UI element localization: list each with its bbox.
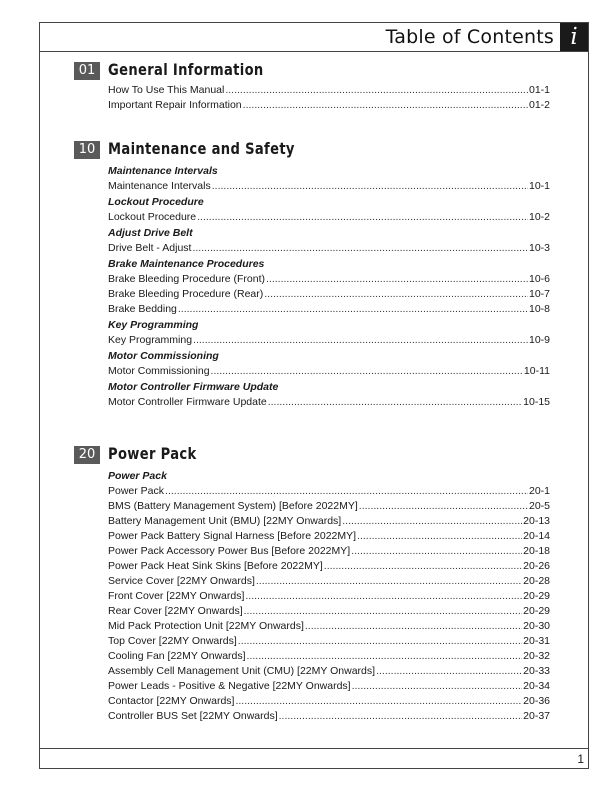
toc-entry-list (108, 164, 550, 410)
toc-entry-page: 20-29 (523, 590, 550, 602)
toc-entry-title: Maintenance Intervals (108, 180, 211, 192)
dot-leader (376, 664, 522, 679)
toc-entry[interactable] (108, 241, 550, 256)
toc-entry-title: Cooling Fan [22MY Onwards] (108, 650, 246, 662)
toc-entry-page: 20-36 (523, 695, 550, 707)
dot-leader (247, 649, 523, 664)
toc-entry-title: Brake Bleeding Procedure (Rear) (108, 288, 264, 300)
toc-entry[interactable] (108, 604, 550, 619)
toc-entry-page: 01-1 (528, 84, 550, 96)
toc-entry-page: 20-18 (523, 545, 550, 557)
toc-entry-page: 10-15 (523, 396, 550, 408)
subsection-heading: Adjust Drive Belt (108, 227, 193, 239)
toc-entry-title: Motor Commissioning (108, 365, 210, 377)
toc-entry-page: 20-29 (523, 605, 550, 617)
section-general-information (74, 60, 550, 113)
section-title: Maintenance and Safety (108, 139, 295, 158)
toc-entry-title: Power Pack Battery Signal Harness [Before 2022MY] (108, 530, 357, 542)
toc-entry-title: Important Repair Information (108, 99, 242, 111)
toc-entry-title: Rear Cover [22MY Onwards] (108, 605, 243, 617)
toc-entry[interactable] (108, 287, 550, 302)
info-icon: i (560, 23, 588, 51)
toc-entry[interactable] (108, 83, 550, 98)
dot-leader (245, 589, 522, 604)
section-power-pack (74, 444, 550, 724)
toc-entry[interactable] (108, 333, 550, 348)
toc-entry-page: 20-26 (523, 560, 550, 572)
subsection-heading: Motor Commissioning (108, 350, 219, 362)
toc-entry-list (108, 83, 550, 113)
page-frame (39, 22, 589, 769)
page-title: Table of Contents (385, 26, 554, 48)
toc-entry-title: Power Pack Heat Sink Skins [Before 2022MY] (108, 560, 323, 572)
toc-entry[interactable] (108, 484, 550, 499)
section-header (74, 139, 550, 163)
toc-entry-title: Power Pack Accessory Power Bus [Before 2022MY] (108, 545, 351, 557)
toc-entry-page: 10-6 (528, 273, 550, 285)
toc-entry[interactable] (108, 664, 550, 679)
toc-entry[interactable] (108, 529, 550, 544)
section-number-badge: 20 (74, 446, 100, 464)
toc-entry[interactable] (108, 499, 550, 514)
dot-leader (359, 499, 528, 514)
toc-entry[interactable] (108, 544, 550, 559)
toc-entry-title: Battery Management Unit (BMU) [22MY Onwards] (108, 515, 342, 527)
toc-entry[interactable] (108, 302, 550, 317)
toc-entry-title: Brake Bedding (108, 303, 177, 315)
section-header (74, 444, 550, 468)
toc-entry-page: 20-28 (523, 575, 550, 587)
dot-leader (352, 679, 523, 694)
toc-entry-title: Power Leads - Positive & Negative [22MY Onwards] (108, 680, 351, 692)
dot-leader (305, 619, 522, 634)
toc-entry-title: Motor Controller Firmware Update (108, 396, 267, 408)
dot-leader (212, 179, 528, 194)
toc-entry-page: 20-30 (523, 620, 550, 632)
subsection-heading: Motor Controller Firmware Update (108, 381, 279, 393)
footer-divider (40, 748, 588, 749)
toc-entry-page: 20-33 (523, 665, 550, 677)
page-number: 1 (577, 752, 584, 766)
toc-entry-title: Top Cover [22MY Onwards] (108, 635, 237, 647)
toc-entry-page: 10-7 (528, 288, 550, 300)
dot-leader (238, 634, 522, 649)
toc-entry-page: 10-3 (528, 242, 550, 254)
toc-entry[interactable] (108, 679, 550, 694)
dot-leader (268, 395, 522, 410)
dot-leader (266, 272, 528, 287)
dot-leader (357, 529, 522, 544)
dot-leader (264, 287, 528, 302)
toc-entry-title: Service Cover [22MY Onwards] (108, 575, 255, 587)
dot-leader (342, 514, 522, 529)
toc-entry[interactable] (108, 694, 550, 709)
toc-entry-title: Mid Pack Protection Unit [22MY Onwards] (108, 620, 304, 632)
dot-leader (235, 694, 522, 709)
dot-leader (211, 364, 523, 379)
toc-entry-page: 01-2 (528, 99, 550, 111)
toc-entry[interactable] (108, 574, 550, 589)
toc-entry[interactable] (108, 619, 550, 634)
toc-entry-page: 20-32 (523, 650, 550, 662)
toc-entry-page: 10-2 (528, 211, 550, 223)
section-header (74, 60, 550, 84)
toc-entry[interactable] (108, 649, 550, 664)
toc-entry-page: 20-14 (523, 530, 550, 542)
dot-leader (244, 604, 523, 619)
toc-entry[interactable] (108, 98, 550, 113)
toc-entry[interactable] (108, 634, 550, 649)
dot-leader (225, 83, 528, 98)
toc-entry-page: 10-8 (528, 303, 550, 315)
toc-entry-page: 20-34 (523, 680, 550, 692)
toc-entry[interactable] (108, 179, 550, 194)
toc-entry-title: Front Cover [22MY Onwards] (108, 590, 245, 602)
toc-entry-title: Drive Belt - Adjust (108, 242, 192, 254)
toc-entry-title: Power Pack (108, 485, 165, 497)
dot-leader (256, 574, 522, 589)
toc-entry-title: Controller BUS Set [22MY Onwards] (108, 710, 278, 722)
toc-entry-page: 20-31 (523, 635, 550, 647)
toc-entry-page: 20-1 (528, 485, 550, 497)
toc-entry-title: How To Use This Manual (108, 84, 225, 96)
toc-entry-page: 20-13 (523, 515, 550, 527)
section-title: Power Pack (108, 444, 197, 463)
toc-entry-title: Brake Bleeding Procedure (Front) (108, 273, 265, 285)
section-number-badge: 01 (74, 62, 100, 80)
subsection-heading: Power Pack (108, 470, 167, 482)
toc-entry[interactable] (108, 210, 550, 225)
toc-entry-page: 20-37 (523, 710, 550, 722)
subsection-heading: Key Programming (108, 319, 199, 331)
toc-entry[interactable] (108, 559, 550, 574)
dot-leader (197, 210, 528, 225)
subsection-heading: Lockout Procedure (108, 196, 204, 208)
toc-entry-list (108, 469, 550, 724)
toc-entry-page: 10-9 (528, 334, 550, 346)
section-title: General Information (108, 60, 264, 79)
dot-leader (193, 333, 528, 348)
dot-leader (324, 559, 522, 574)
section-number-badge: 10 (74, 141, 100, 159)
toc-entry-title: Lockout Procedure (108, 211, 197, 223)
toc-entry[interactable] (108, 364, 550, 379)
toc-entry-page: 10-11 (523, 365, 550, 377)
toc-entry[interactable] (108, 589, 550, 604)
toc-entry-title: Assembly Cell Management Unit (CMU) [22MY Onwards] (108, 665, 376, 677)
dot-leader (165, 484, 528, 499)
dot-leader (243, 98, 528, 113)
toc-entry[interactable] (108, 709, 550, 724)
toc-entry-title: BMS (Battery Management System) [Before 2022MY] (108, 500, 358, 512)
dot-leader (351, 544, 522, 559)
toc-entry-title: Key Programming (108, 334, 193, 346)
subsection-heading: Maintenance Intervals (108, 165, 218, 177)
dot-leader (279, 709, 523, 724)
toc-entry[interactable] (108, 395, 550, 410)
toc-entry-page: 10-1 (528, 180, 550, 192)
dot-leader (178, 302, 528, 317)
toc-entry-title: Contactor [22MY Onwards] (108, 695, 235, 707)
subsection-heading: Brake Maintenance Procedures (108, 258, 265, 270)
toc-entry[interactable] (108, 514, 550, 529)
header-divider (40, 51, 588, 52)
toc-entry-page: 20-5 (528, 500, 550, 512)
toc-entry[interactable] (108, 272, 550, 287)
dot-leader (192, 241, 528, 256)
section-maintenance-and-safety (74, 139, 550, 410)
